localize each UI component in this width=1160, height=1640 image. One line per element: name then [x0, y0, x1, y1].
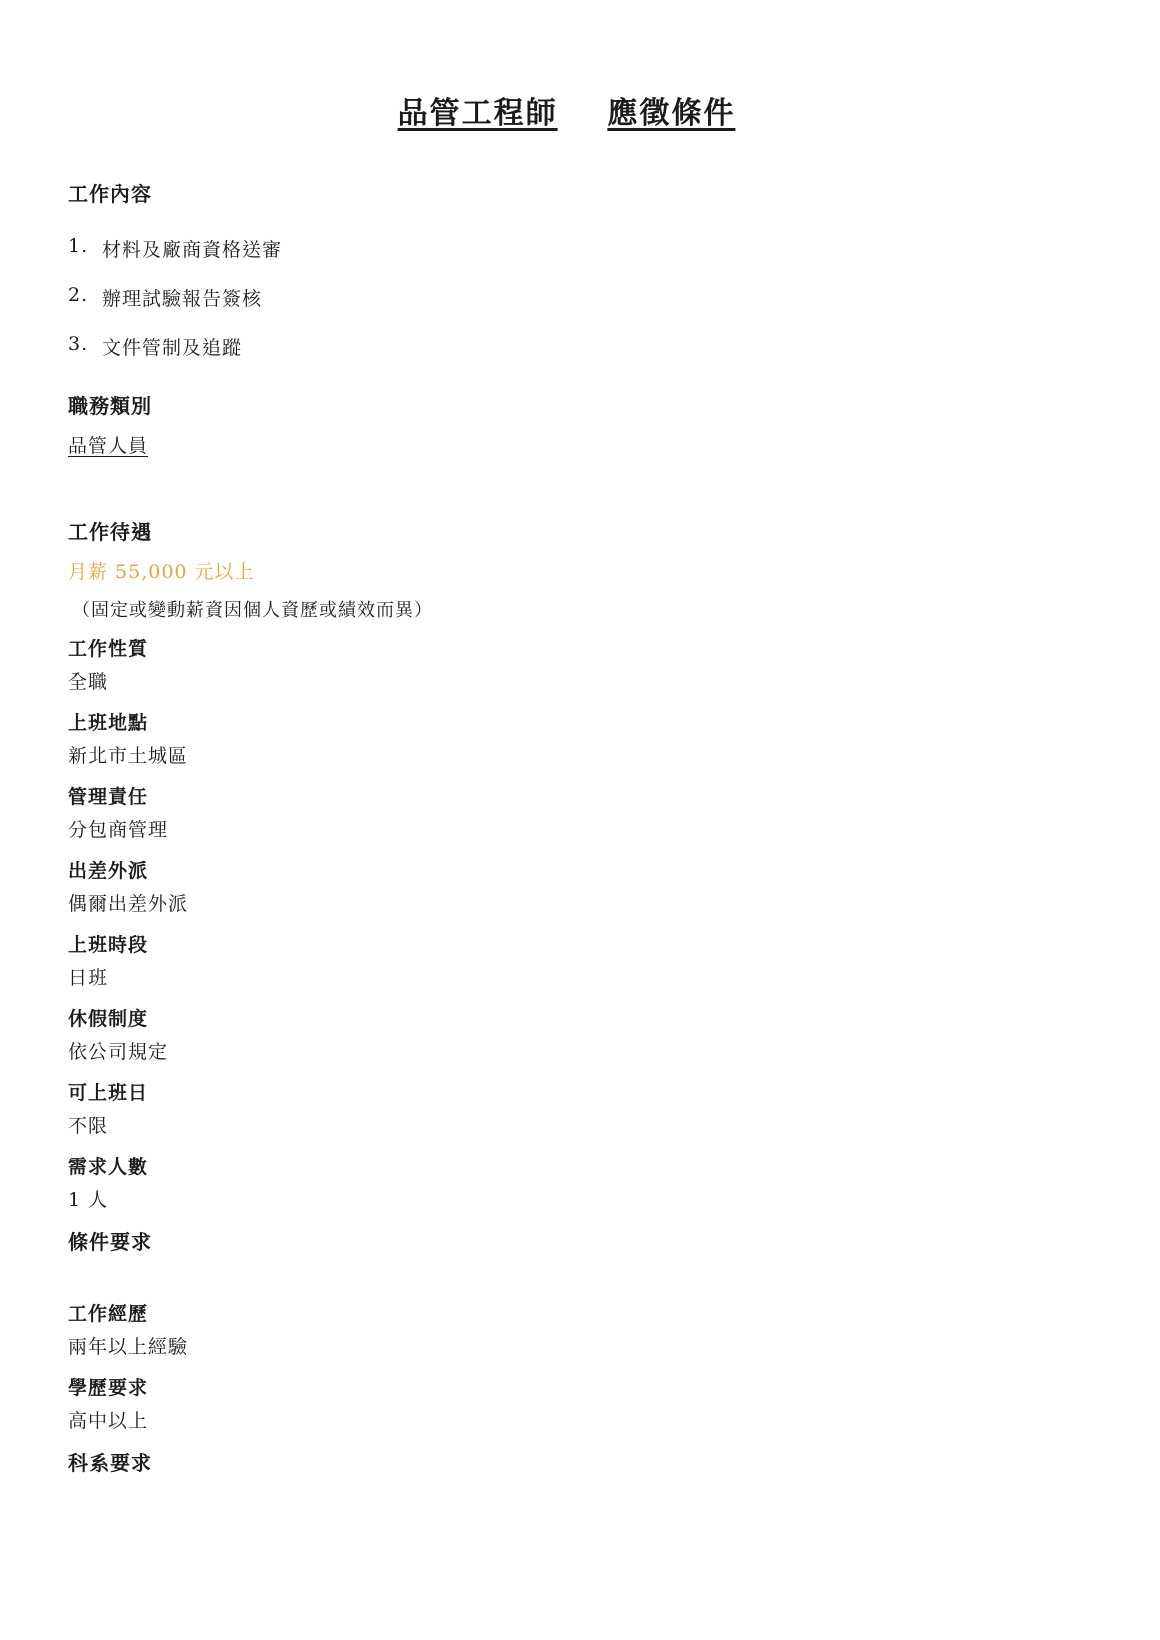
job-category-heading: 職務類別 — [68, 394, 152, 418]
requirements-heading: 條件要求 — [68, 1230, 152, 1254]
requirement-key: 學歷要求 — [68, 1377, 149, 1399]
salary-value: 月薪 55,000 元以上 — [68, 561, 255, 583]
major-requirement-heading: 科系要求 — [68, 1451, 152, 1475]
detail-key: 可上班日 — [68, 1082, 149, 1104]
detail-key: 管理責任 — [68, 786, 149, 808]
requirement-education — [68, 1373, 1065, 1433]
detail-value: 分包商管理 — [68, 819, 169, 841]
detail-key: 休假制度 — [68, 1008, 149, 1030]
detail-value: 依公司規定 — [68, 1041, 169, 1063]
detail-key: 出差外派 — [68, 860, 149, 882]
list-item-label: 辦理試驗報告簽核 — [102, 288, 263, 310]
detail-value: 日班 — [68, 967, 109, 989]
requirement-value: 高中以上 — [68, 1410, 149, 1432]
detail-value: 全職 — [68, 671, 109, 693]
list-item — [68, 284, 1065, 311]
job-content-heading: 工作內容 — [68, 182, 152, 206]
list-item-number: 3. — [68, 333, 89, 355]
detail-shift — [68, 930, 1065, 990]
list-item-number: 1. — [68, 235, 89, 257]
page-title-sub: 應徵條件 — [607, 96, 736, 131]
list-item-label: 文件管制及追蹤 — [102, 337, 243, 359]
detail-work-type — [68, 634, 1065, 694]
requirement-experience — [68, 1299, 1065, 1359]
detail-travel — [68, 856, 1065, 916]
detail-management — [68, 782, 1065, 842]
detail-vacation — [68, 1004, 1065, 1064]
requirement-key: 工作經歷 — [68, 1303, 149, 1325]
list-item-number: 2. — [68, 284, 89, 306]
detail-value: 1 人 — [68, 1189, 109, 1211]
detail-key: 工作性質 — [68, 638, 149, 660]
detail-headcount — [68, 1152, 1065, 1212]
detail-value: 不限 — [68, 1115, 109, 1137]
salary-heading: 工作待遇 — [68, 520, 152, 544]
detail-key: 需求人數 — [68, 1156, 149, 1178]
detail-value: 新北市土城區 — [68, 745, 189, 767]
page-title — [68, 88, 1065, 132]
detail-value: 偶爾出差外派 — [68, 893, 189, 915]
requirement-value: 兩年以上經驗 — [68, 1336, 189, 1358]
salary-note: （固定或變動薪資因個人資歷或績效而異） — [72, 600, 433, 621]
detail-key: 上班時段 — [68, 934, 149, 956]
list-item — [68, 333, 1065, 360]
detail-start-date — [68, 1078, 1065, 1138]
list-item-label: 材料及廠商資格送審 — [102, 239, 283, 261]
detail-location — [68, 708, 1065, 768]
detail-key: 上班地點 — [68, 712, 149, 734]
job-content-list — [68, 235, 1065, 360]
job-category-value: 品管人員 — [68, 435, 149, 457]
page-title-main: 品管工程師 — [397, 96, 558, 131]
list-item — [68, 235, 1065, 262]
